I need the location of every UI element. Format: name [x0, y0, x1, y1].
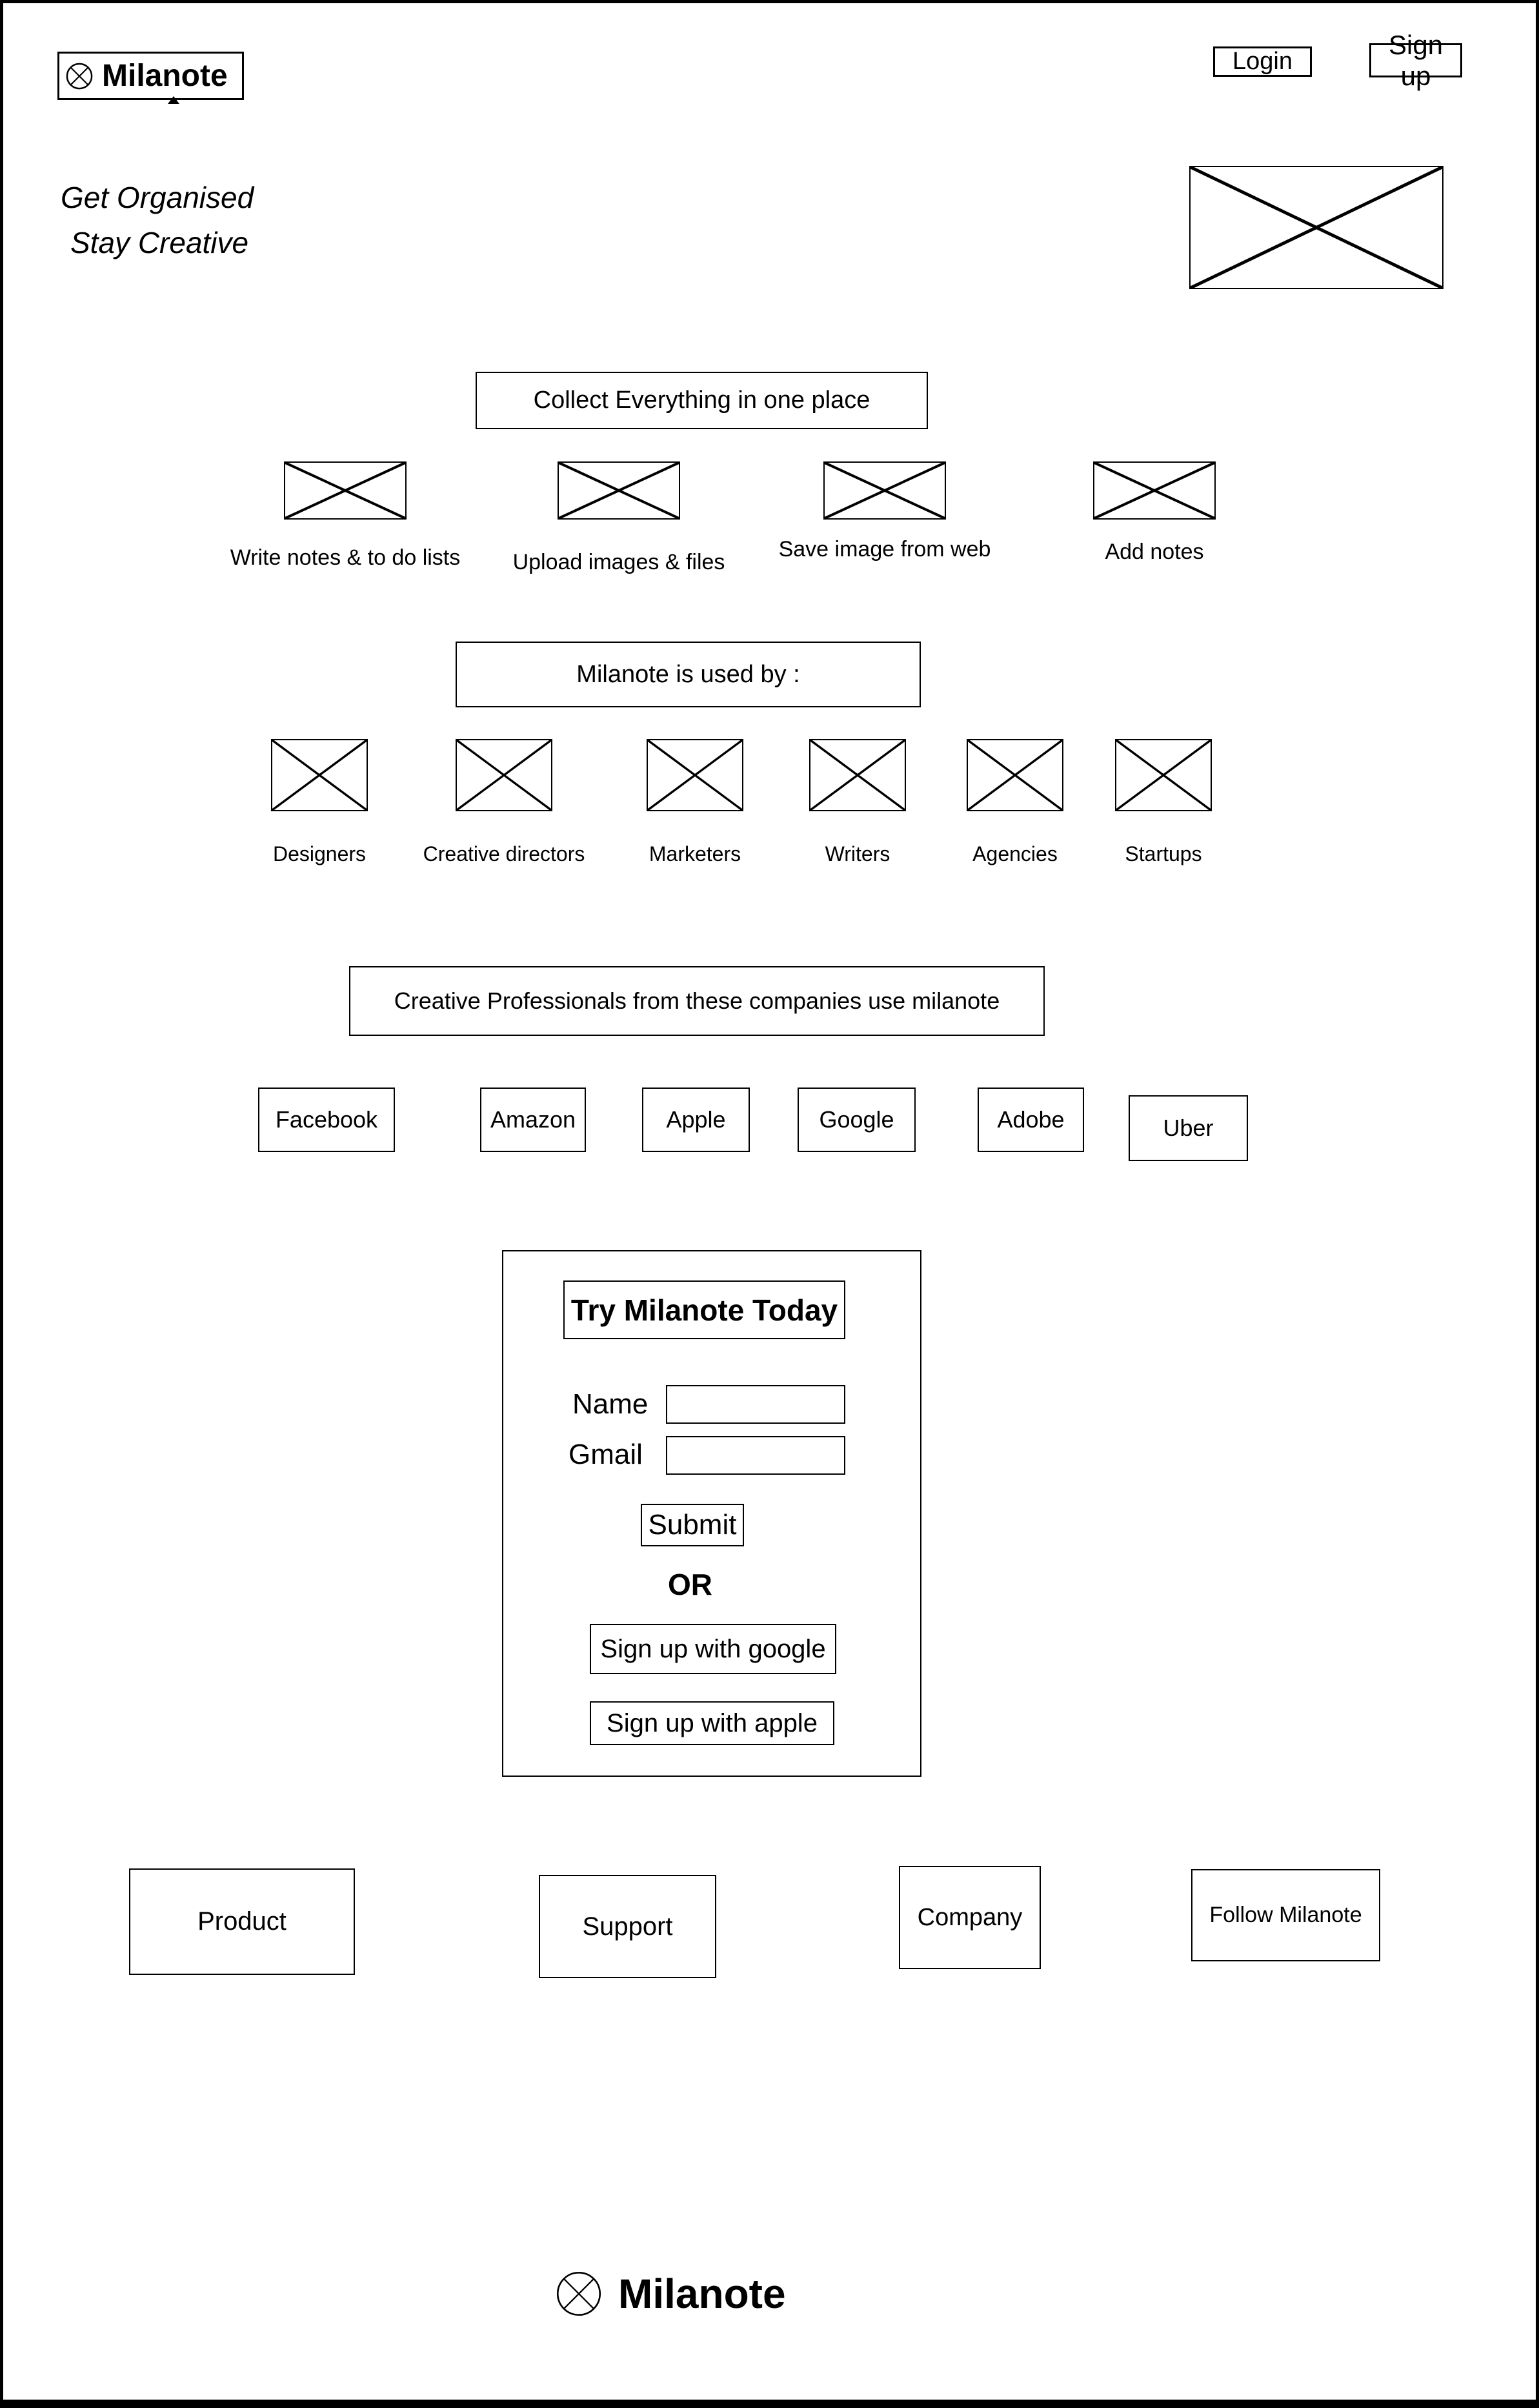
- signup-form-heading: Try Milanote Today: [563, 1280, 845, 1339]
- used-by-caption: Designers: [272, 842, 367, 865]
- header-logo-text: Milanote: [102, 59, 228, 93]
- submit-button[interactable]: Submit: [641, 1504, 744, 1546]
- image-placeholder-x-icon: [457, 740, 551, 810]
- or-divider-label: OR: [668, 1568, 712, 1601]
- image-placeholder-x-icon: [810, 740, 905, 810]
- signup-button[interactable]: Sign up: [1369, 43, 1462, 77]
- image-placeholder-x-icon: [648, 740, 742, 810]
- image-placeholder-x-icon: [1094, 463, 1214, 518]
- image-placeholder-x-icon: [825, 463, 945, 518]
- feature-caption: Save image from web: [778, 537, 991, 562]
- footer-item-follow-milanote[interactable]: Follow Milanote: [1191, 1869, 1380, 1961]
- milanote-logo-icon: [66, 63, 93, 90]
- footer-logo: [555, 2270, 786, 2318]
- image-placeholder-x-icon: [1191, 167, 1442, 288]
- feature-image-placeholder: [823, 461, 946, 520]
- feature-caption: Upload images & files: [512, 550, 725, 574]
- feature-image-placeholder: [558, 461, 680, 520]
- used-by-image-placeholder: [456, 739, 552, 811]
- collect-section-heading: Collect Everything in one place: [476, 372, 928, 429]
- name-input[interactable]: [666, 1385, 845, 1424]
- used-by-image-placeholder: [647, 739, 743, 811]
- company-chip-apple: Apple: [642, 1088, 750, 1152]
- signup-with-google-button[interactable]: Sign up with google: [590, 1624, 836, 1674]
- used-by-caption: Startups: [1125, 842, 1202, 865]
- footer-item-product[interactable]: Product: [129, 1868, 355, 1975]
- image-placeholder-x-icon: [1116, 740, 1211, 810]
- gmail-field-label: Gmail: [568, 1439, 643, 1470]
- feature-caption: Write notes & to do lists: [230, 545, 461, 570]
- caret-up-icon: [168, 96, 179, 104]
- used-by-image-placeholder: [809, 739, 906, 811]
- image-placeholder-x-icon: [272, 740, 367, 810]
- company-chip-adobe: Adobe: [978, 1088, 1084, 1152]
- signup-with-apple-button[interactable]: Sign up with apple: [590, 1701, 834, 1745]
- footer-logo-text: Milanote: [618, 2271, 786, 2317]
- company-chip-amazon: Amazon: [480, 1088, 586, 1152]
- company-chip-google: Google: [798, 1088, 916, 1152]
- feature-image-placeholder: [1093, 461, 1216, 520]
- feature-caption: Add notes: [1105, 540, 1204, 564]
- companies-section-heading: Creative Professionals from these companies use milanote: [349, 966, 1045, 1036]
- hero-image-placeholder: [1189, 166, 1443, 289]
- footer-item-support[interactable]: Support: [539, 1875, 716, 1978]
- company-chip-facebook: Facebook: [258, 1088, 395, 1152]
- used-by-section-heading: Milanote is used by :: [456, 642, 921, 707]
- used-by-caption: Agencies: [972, 842, 1058, 865]
- header-logo[interactable]: [57, 52, 244, 100]
- used-by-caption: Marketers: [649, 842, 741, 865]
- gmail-input[interactable]: [666, 1436, 845, 1475]
- image-placeholder-x-icon: [285, 463, 405, 518]
- milanote-logo-icon: [555, 2271, 603, 2317]
- login-button[interactable]: Login: [1213, 46, 1312, 77]
- used-by-image-placeholder: [1115, 739, 1212, 811]
- used-by-caption: Writers: [825, 842, 890, 865]
- image-placeholder-x-icon: [559, 463, 679, 518]
- image-placeholder-x-icon: [968, 740, 1062, 810]
- footer-item-company[interactable]: Company: [899, 1866, 1041, 1969]
- tagline-line-2: Stay Creative: [70, 226, 249, 259]
- feature-image-placeholder: [284, 461, 407, 520]
- used-by-image-placeholder: [271, 739, 368, 811]
- used-by-caption: Creative directors: [423, 842, 585, 865]
- name-field-label: Name: [572, 1388, 649, 1420]
- tagline-line-1: Get Organised: [61, 181, 254, 214]
- used-by-image-placeholder: [967, 739, 1063, 811]
- company-chip-uber: Uber: [1129, 1095, 1248, 1161]
